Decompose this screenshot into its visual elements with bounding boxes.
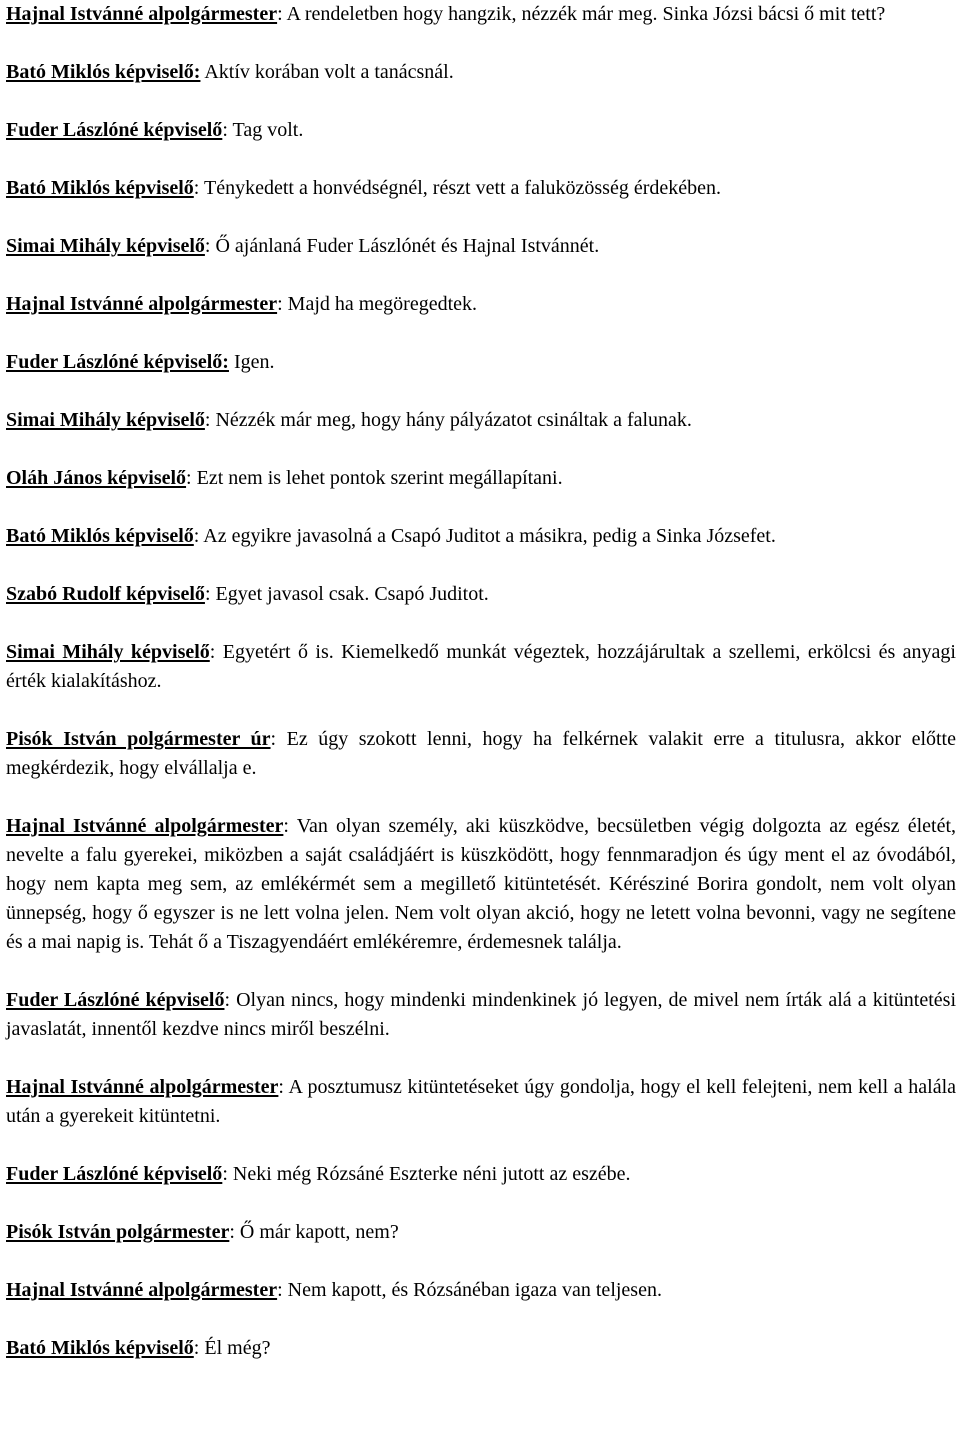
speaker-name: Bató Miklós képviselő: <box>6 61 201 83</box>
transcript-entry <box>6 580 956 609</box>
statement-text: Egyetért ő is. Kiemelkedő munkát végeztek, hozzájárultak a szellemi, erkölcsi és anyagi érték kialakításhoz. <box>6 641 956 692</box>
statement-text: Él még? <box>204 1337 271 1359</box>
transcript-entry <box>6 1276 956 1305</box>
speaker-name: Hajnal Istvánné alpolgármester <box>6 1279 278 1301</box>
separator: : <box>278 1076 289 1098</box>
speaker-name: Bató Miklós képviselő <box>6 1337 194 1359</box>
speaker-name: Fuder Lászlóné képviselő <box>6 1163 223 1185</box>
speaker-name: Hajnal Istvánné alpolgármester <box>6 293 278 315</box>
transcript-entry <box>6 116 956 145</box>
separator: : <box>204 235 216 257</box>
speaker-name: Simai Mihály képviselő <box>6 235 205 257</box>
transcript-entry <box>6 1334 956 1363</box>
separator: : <box>277 293 288 315</box>
transcript-entry <box>6 986 956 1044</box>
statement-text: Aktív korában volt a tanácsnál. <box>204 61 454 83</box>
statement-text: Olyan nincs, hogy mindenki mindenkinek jó legyen, de mivel nem írták alá a kitüntetési javaslatát, innentől kezdve nincs miről beszélni. <box>6 989 957 1040</box>
statement-text: Az egyikre javasolná a Csapó Juditot a másikra, pedig a Sinka Józsefet. <box>203 525 776 547</box>
transcript-entry <box>6 0 956 29</box>
separator: : <box>229 1221 240 1243</box>
statement-text: Van olyan személy, aki küszködve, becsületben végig dolgozta az egész életét, nevelte a falu gyerekei, miközben a saját családjáért is küszködött, hogy fennmaradjon és úgy ment el az óvodából, hogy nem kapta meg sem, az emlékérmét sem a megillető kitüntetését. Kérésziné Borira gondolt, nem volt olyan ünnepség, hogy ő egyszer is ne lett volna jelen. Nem volt olyan akció, hogy ne letett volna bevonni, vagy ne segítene és a mai napig is. Tehát ő a Tiszagyendáért emlékéremre, érdemesnek találja. <box>6 815 956 953</box>
transcript-entry <box>6 1218 956 1247</box>
transcript-entry <box>6 58 956 87</box>
speaker-name: Fuder Lászlóné képviselő <box>6 119 223 141</box>
separator: : <box>224 989 237 1011</box>
transcript-entry <box>6 464 956 493</box>
separator: : <box>209 641 223 663</box>
minutes-transcript <box>6 0 956 1392</box>
speaker-name: Hajnal Istvánné alpolgármester <box>6 815 284 837</box>
separator: : <box>270 728 287 750</box>
statement-text: A posztumusz kitüntetéseket úgy gondolja, hogy el kell felejteni, nem kell a halála után a gyerekeit kitüntetni. <box>6 1076 957 1127</box>
separator: : <box>193 525 204 547</box>
speaker-name: Bató Miklós képviselő <box>6 525 194 547</box>
statement-text: Ő már kapott, nem? <box>239 1221 399 1243</box>
statement-text: Ő ajánlaná Fuder Lászlónét és Hajnal Istvánnét. <box>215 235 600 257</box>
separator: : <box>277 3 287 25</box>
statement-text: Tag volt. <box>232 119 304 141</box>
statement-text: Nézzék már meg, hogy hány pályázatot csináltak a falunak. <box>215 409 692 431</box>
transcript-entry <box>6 1073 956 1131</box>
transcript-entry <box>6 290 956 319</box>
statement-text: Majd ha megöregedtek. <box>287 293 478 315</box>
statement-text: Egyet javasol csak. Csapó Juditot. <box>215 583 489 605</box>
speaker-name: Bató Miklós képviselő <box>6 177 194 199</box>
transcript-entry <box>6 725 956 783</box>
speaker-name: Fuder Lászlóné képviselő: <box>6 351 229 373</box>
transcript-entry <box>6 812 956 957</box>
separator: : <box>193 177 204 199</box>
speaker-name: Hajnal Istvánné alpolgármester <box>6 1076 279 1098</box>
speaker-name: Hajnal Istvánné alpolgármester <box>6 3 278 25</box>
transcript-entry <box>6 1160 956 1189</box>
transcript-entry <box>6 232 956 261</box>
speaker-name: Pisók István polgármester <box>6 1221 230 1243</box>
speaker-name: Fuder Lászlóné képviselő <box>6 989 225 1011</box>
separator: : <box>222 1163 233 1185</box>
transcript-entry <box>6 522 956 551</box>
statement-text: Nem kapott, és Rózsánéban igaza van teljesen. <box>287 1279 662 1301</box>
statement-text: Ez úgy szokott lenni, hogy ha felkérnek valakit erre a titulusra, akkor előtte megkérdezik, hogy elvállalja e. <box>6 728 956 779</box>
separator: : <box>277 1279 288 1301</box>
transcript-entry <box>6 174 956 203</box>
speaker-name: Simai Mihály képviselő <box>6 409 205 431</box>
statement-text: Igen. <box>233 351 275 373</box>
transcript-entry <box>6 406 956 435</box>
transcript-entry <box>6 348 956 377</box>
separator: : <box>283 815 297 837</box>
speaker-name: Pisók István polgármester úr <box>6 728 271 750</box>
separator: : <box>222 119 233 141</box>
statement-text: A rendeletben hogy hangzik, nézzék már meg. Sinka Józsi bácsi ő mit tett? <box>286 3 886 25</box>
separator: : <box>186 467 197 489</box>
speaker-name: Szabó Rudolf képviselő <box>6 583 205 605</box>
separator: : <box>193 1337 205 1359</box>
separator: : <box>204 409 216 431</box>
speaker-name: Oláh János képviselő <box>6 467 187 489</box>
transcript-entry <box>6 638 956 696</box>
separator: : <box>204 583 216 605</box>
statement-text: Ténykedett a honvédségnél, részt vett a faluközösség érdekében. <box>204 177 722 199</box>
statement-text: Neki még Rózsáné Eszterke néni jutott az eszébe. <box>232 1163 631 1185</box>
speaker-name: Simai Mihály képviselő <box>6 641 210 663</box>
statement-text: Ezt nem is lehet pontok szerint megállapítani. <box>196 467 563 489</box>
